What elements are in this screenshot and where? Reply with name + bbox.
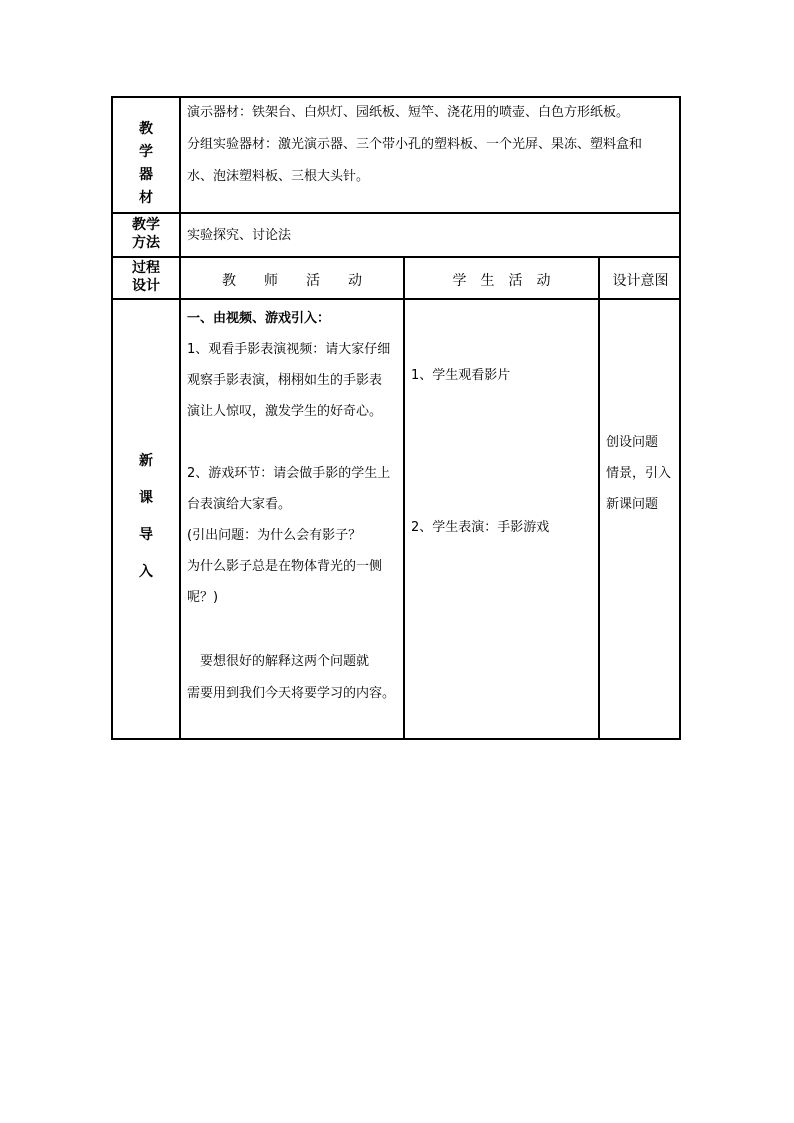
row-divider: [111, 256, 681, 258]
column-divider: [598, 256, 600, 740]
row-divider: [111, 212, 681, 214]
teacher-line: 观察手影表演，栩栩如生的手影表: [187, 373, 383, 388]
teacher-line: 为什么影子总是在物体背光的一侧: [187, 559, 383, 574]
design-line: 创设问题: [606, 435, 659, 450]
design-line: 情景，引入: [606, 466, 672, 481]
design-line: 新课问题: [606, 497, 659, 512]
design-intent-header: 设计意图: [612, 273, 669, 289]
teacher-line: 呢？): [187, 590, 219, 605]
teacher-activity-header: 教 师 活 动: [222, 273, 362, 289]
column-divider: [403, 256, 405, 740]
process-label: 过程 设计: [132, 260, 160, 294]
student-activity-header: 学 生 活 动: [452, 273, 551, 289]
method-text: 实验探究、讨论法: [187, 228, 292, 243]
student-line: 1、学生观看影片: [411, 368, 511, 383]
materials-line: 分组实验器材：激光演示器、三个带小孔的塑料板、一个光屏、果冻、塑料盒和: [187, 137, 643, 152]
intro-label: 新 课 导 入: [139, 453, 153, 580]
row-divider: [111, 298, 681, 300]
teacher-line: (引出问题：为什么会有影子？: [187, 528, 362, 543]
teacher-line: 2、游戏环节：请会做手影的学生上: [187, 466, 391, 481]
teacher-line: 需要用到我们今天将要学习的内容。: [187, 686, 396, 701]
method-label: 教学 方法: [132, 217, 160, 251]
teacher-line: 演让人惊叹，激发学生的好奇心。: [187, 404, 383, 419]
teacher-section-title: 一、由视频、游戏引入：: [187, 311, 331, 326]
materials-line: 水、泡沫塑料板、三根大头针。: [187, 169, 370, 184]
teacher-line: 1、观看手影表演视频：请大家仔细: [187, 342, 391, 357]
student-line: 2、学生表演：手影游戏: [411, 520, 550, 535]
teacher-line: 要想很好的解释这两个问题就: [187, 654, 370, 669]
teacher-line: 台表演给大家看。: [187, 497, 292, 512]
materials-label: 教 学 器 材: [139, 121, 153, 206]
materials-line: 演示器材：铁架台、白炽灯、园纸板、短竿、浇花用的喷壶、白色方形纸板。: [187, 105, 630, 120]
